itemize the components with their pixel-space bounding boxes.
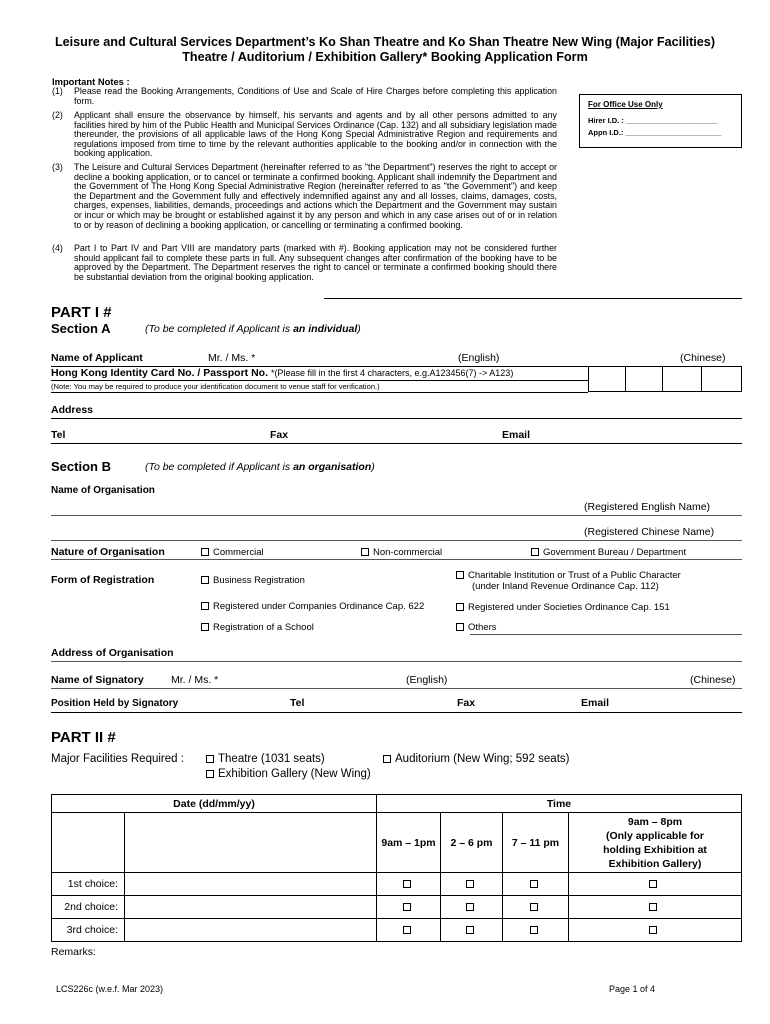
checkbox-icon[interactable] (383, 755, 391, 763)
part1-title: PART I # (51, 304, 112, 321)
applicant-english-label: (English) (458, 352, 500, 364)
facility-theatre[interactable]: Theatre (1031 seats) (206, 753, 325, 765)
remarks-label: Remarks: (51, 946, 96, 958)
form-title-line2: Theatre / Auditorium / Exhibition Gallery* Booking Application Form (182, 50, 588, 64)
blank-cell (52, 813, 125, 873)
note-number: (1) (52, 86, 63, 96)
signatory-chinese-label: (Chinese) (690, 674, 736, 686)
checkbox-icon[interactable] (201, 576, 209, 584)
org-english-line[interactable] (51, 515, 742, 516)
position-label: Position Held by Signatory (51, 698, 179, 709)
date-time-table (51, 794, 742, 942)
email-label: Email (502, 429, 531, 441)
tel-label: Tel (51, 429, 66, 441)
signatory-line[interactable] (51, 688, 742, 689)
org-tel-label: Tel (290, 697, 305, 709)
appn-id-field: Appn I.D.: _______________________ (588, 128, 722, 137)
note-item (52, 87, 557, 106)
signatory-title: Mr. / Ms. * (171, 674, 219, 686)
note-text: Please read the Booking Arrangements, Conditions of Use and Scale of Hire Charges before completing this application form. (74, 86, 557, 106)
checkbox-icon[interactable] (466, 926, 474, 934)
registration-form-label: Form of Registration (51, 574, 155, 586)
hkid-note: (Note: You may be required to produce your identification document to venue staff for verification.) (51, 382, 380, 391)
form-business[interactable]: Business Registration (201, 575, 305, 586)
slot-header: 9am – 1pm (377, 813, 441, 873)
hkid-char-box[interactable] (662, 366, 702, 392)
notes-heading: Important Notes : (52, 76, 130, 87)
checkbox-icon[interactable] (466, 880, 474, 888)
time-header: Time (377, 795, 742, 813)
reg-chinese-label: (Registered Chinese Name) (584, 526, 715, 538)
form-others[interactable]: Others (456, 622, 497, 633)
checkbox-icon[interactable] (201, 548, 209, 556)
form-societies[interactable]: Registered under Societies Ordinance Cap. 151 (456, 602, 670, 613)
divider (51, 392, 588, 393)
applicant-name-label: Name of Applicant (51, 352, 143, 364)
checkbox-icon[interactable] (531, 548, 539, 556)
slot-header-exhibition: 9am – 8pm (Only applicable for holding Exhibition at Exhibition Gallery) (569, 813, 742, 873)
form-code: LCS226c (w.e.f. Mar 2023) (56, 984, 164, 994)
reg-english-label: (Registered English Name) (584, 501, 711, 513)
hkid-char-box[interactable] (701, 366, 742, 392)
choice-label: 1st choice: (52, 873, 125, 896)
note-text: Part I to Part IV and Part VIII are mandatory parts (marked with #). Booking application may not be considered further should applicant fail to complete these parts in full. Any subsequent changes after confirmation of the booking have to be approved by the Department. The Department reserves the right to cancel or terminate a confirmed booking should there be substantial deviation from the original booking application. (74, 243, 557, 282)
checkbox-icon[interactable] (206, 755, 214, 763)
address-label: Address (51, 404, 94, 416)
org-address-label: Address of Organisation (51, 647, 174, 659)
office-use-box (579, 94, 742, 148)
facility-gallery[interactable]: Exhibition Gallery (New Wing) (206, 768, 371, 780)
form-charitable-note: (under Inland Revenue Ordinance Cap. 112) (472, 581, 659, 592)
choice-label: 2nd choice: (52, 896, 125, 919)
checkbox-icon[interactable] (403, 880, 411, 888)
table-row (52, 896, 742, 919)
address-line[interactable] (51, 418, 742, 419)
choice-label: 3rd choice: (52, 919, 125, 942)
checkbox-icon[interactable] (530, 926, 538, 934)
facilities-label: Major Facilities Required : (51, 753, 184, 765)
checkbox-icon[interactable] (649, 880, 657, 888)
checkbox-icon[interactable] (530, 880, 538, 888)
checkbox-icon[interactable] (649, 926, 657, 934)
org-fax-label: Fax (457, 697, 476, 709)
note-item (52, 163, 557, 230)
divider (51, 559, 742, 560)
checkbox-icon[interactable] (361, 548, 369, 556)
section-b-instruction: (To be completed if Applicant is an organisation) (145, 461, 375, 473)
note-item (52, 111, 557, 159)
fax-label: Fax (270, 429, 289, 441)
note-text: The Leisure and Cultural Services Department (hereinafter referred to as "the Department") reserves the right to accept or decline a booking application, or to cancel or terminate a confirmed booking. Applicant shall indemnify the Department and the Government of The Hong Kong Special Administrative Region (hereinafter referred to as "the Government") and keep the Department and the Government fully and effectively indemnified against any and all losses, claims, damages, costs, charges, expenses, liabilities, demands, proceedings and actions which the Department and the Government may sustain or incur or which may be brought or established against it by any person and which in any case arises out of or in relation to or by reason of declining a booking application, or cancelling or terminating a confirmed booking. (74, 162, 557, 230)
nature-government[interactable]: Government Bureau / Department (531, 547, 686, 558)
section-a-title: Section A (51, 321, 111, 336)
checkbox-icon[interactable] (206, 770, 214, 778)
blank-cell (125, 813, 377, 873)
checkbox-icon[interactable] (201, 623, 209, 631)
form-title-line1: Leisure and Cultural Services Department’s Ko Shan Theatre and Ko Shan Theatre New Wing (Major Facilities) (54, 35, 716, 49)
checkbox-icon[interactable] (456, 571, 464, 579)
hkid-label-row: Hong Kong Identity Card No. / Passport No. *(Please fill in the first 4 characters, e.g.A123456(7) -> A123) (51, 367, 514, 379)
nature-label: Nature of Organisation (51, 546, 165, 558)
others-line[interactable] (470, 634, 742, 635)
date-input[interactable] (125, 919, 377, 942)
divider (324, 298, 742, 299)
hirer-id-field: Hirer I.D. : ______________________ (588, 116, 718, 125)
date-header: Date (dd/mm/yy) (52, 795, 377, 813)
checkbox-icon[interactable] (456, 623, 464, 631)
note-text: Applicant shall ensure the observance by himself, his servants and agents and by all other persons admitted to any facilities hired by him of the Public Health and Municipal Services Ordinance (Cap. 132) and all subsidiary legislation made thereunder, the provisions of all applicable laws of the Hong Kong Special Administrative Region and requirements and regulations imposed from time to time by the relevant authorities applicable to the booking and/or in connection with the booking application. (74, 110, 557, 159)
form-companies[interactable]: Registered under Companies Ordinance Cap. 622 (201, 601, 424, 612)
divider (51, 380, 588, 381)
form-school[interactable]: Registration of a School (201, 622, 314, 633)
checkbox-icon[interactable] (201, 602, 209, 610)
note-item (52, 244, 557, 282)
hkid-char-box[interactable] (625, 366, 663, 392)
checkbox-icon[interactable] (466, 903, 474, 911)
org-chinese-line[interactable] (51, 540, 742, 541)
contact-line[interactable] (51, 443, 742, 444)
section-a-instruction: (To be completed if Applicant is an individual) (145, 323, 361, 335)
office-use-heading: For Office Use Only (588, 100, 663, 109)
signatory-english-label: (English) (406, 674, 448, 686)
nature-commercial[interactable]: Commercial (201, 547, 264, 558)
hkid-char-box[interactable] (588, 366, 626, 392)
checkbox-icon[interactable] (530, 903, 538, 911)
checkbox-icon[interactable] (403, 903, 411, 911)
note-number: (2) (52, 110, 63, 120)
page-number: Page 1 of 4 (609, 984, 656, 994)
section-b-title: Section B (51, 459, 111, 474)
note-number: (4) (52, 243, 63, 253)
date-input[interactable] (125, 873, 377, 896)
table-row (52, 873, 742, 896)
nature-noncommercial[interactable]: Non-commercial (361, 547, 442, 558)
org-email-label: Email (581, 697, 610, 709)
checkbox-icon[interactable] (649, 903, 657, 911)
facility-auditorium[interactable]: Auditorium (New Wing; 592 seats) (383, 753, 569, 765)
date-input[interactable] (125, 896, 377, 919)
checkbox-icon[interactable] (456, 603, 464, 611)
checkbox-icon[interactable] (403, 926, 411, 934)
form-charitable[interactable]: Charitable Institution or Trust of a Public Character (456, 570, 681, 581)
slot-header: 2 – 6 pm (441, 813, 503, 873)
part2-title: PART II # (51, 729, 116, 746)
applicant-title: Mr. / Ms. * (208, 352, 256, 364)
note-number: (3) (52, 162, 63, 172)
position-line[interactable] (51, 712, 742, 713)
signatory-label: Name of Signatory (51, 674, 144, 686)
applicant-chinese-label: (Chinese) (680, 352, 726, 364)
slot-header: 7 – 11 pm (503, 813, 569, 873)
table-row (52, 919, 742, 942)
org-address-line[interactable] (51, 661, 742, 662)
org-name-label: Name of Organisation (51, 485, 155, 496)
